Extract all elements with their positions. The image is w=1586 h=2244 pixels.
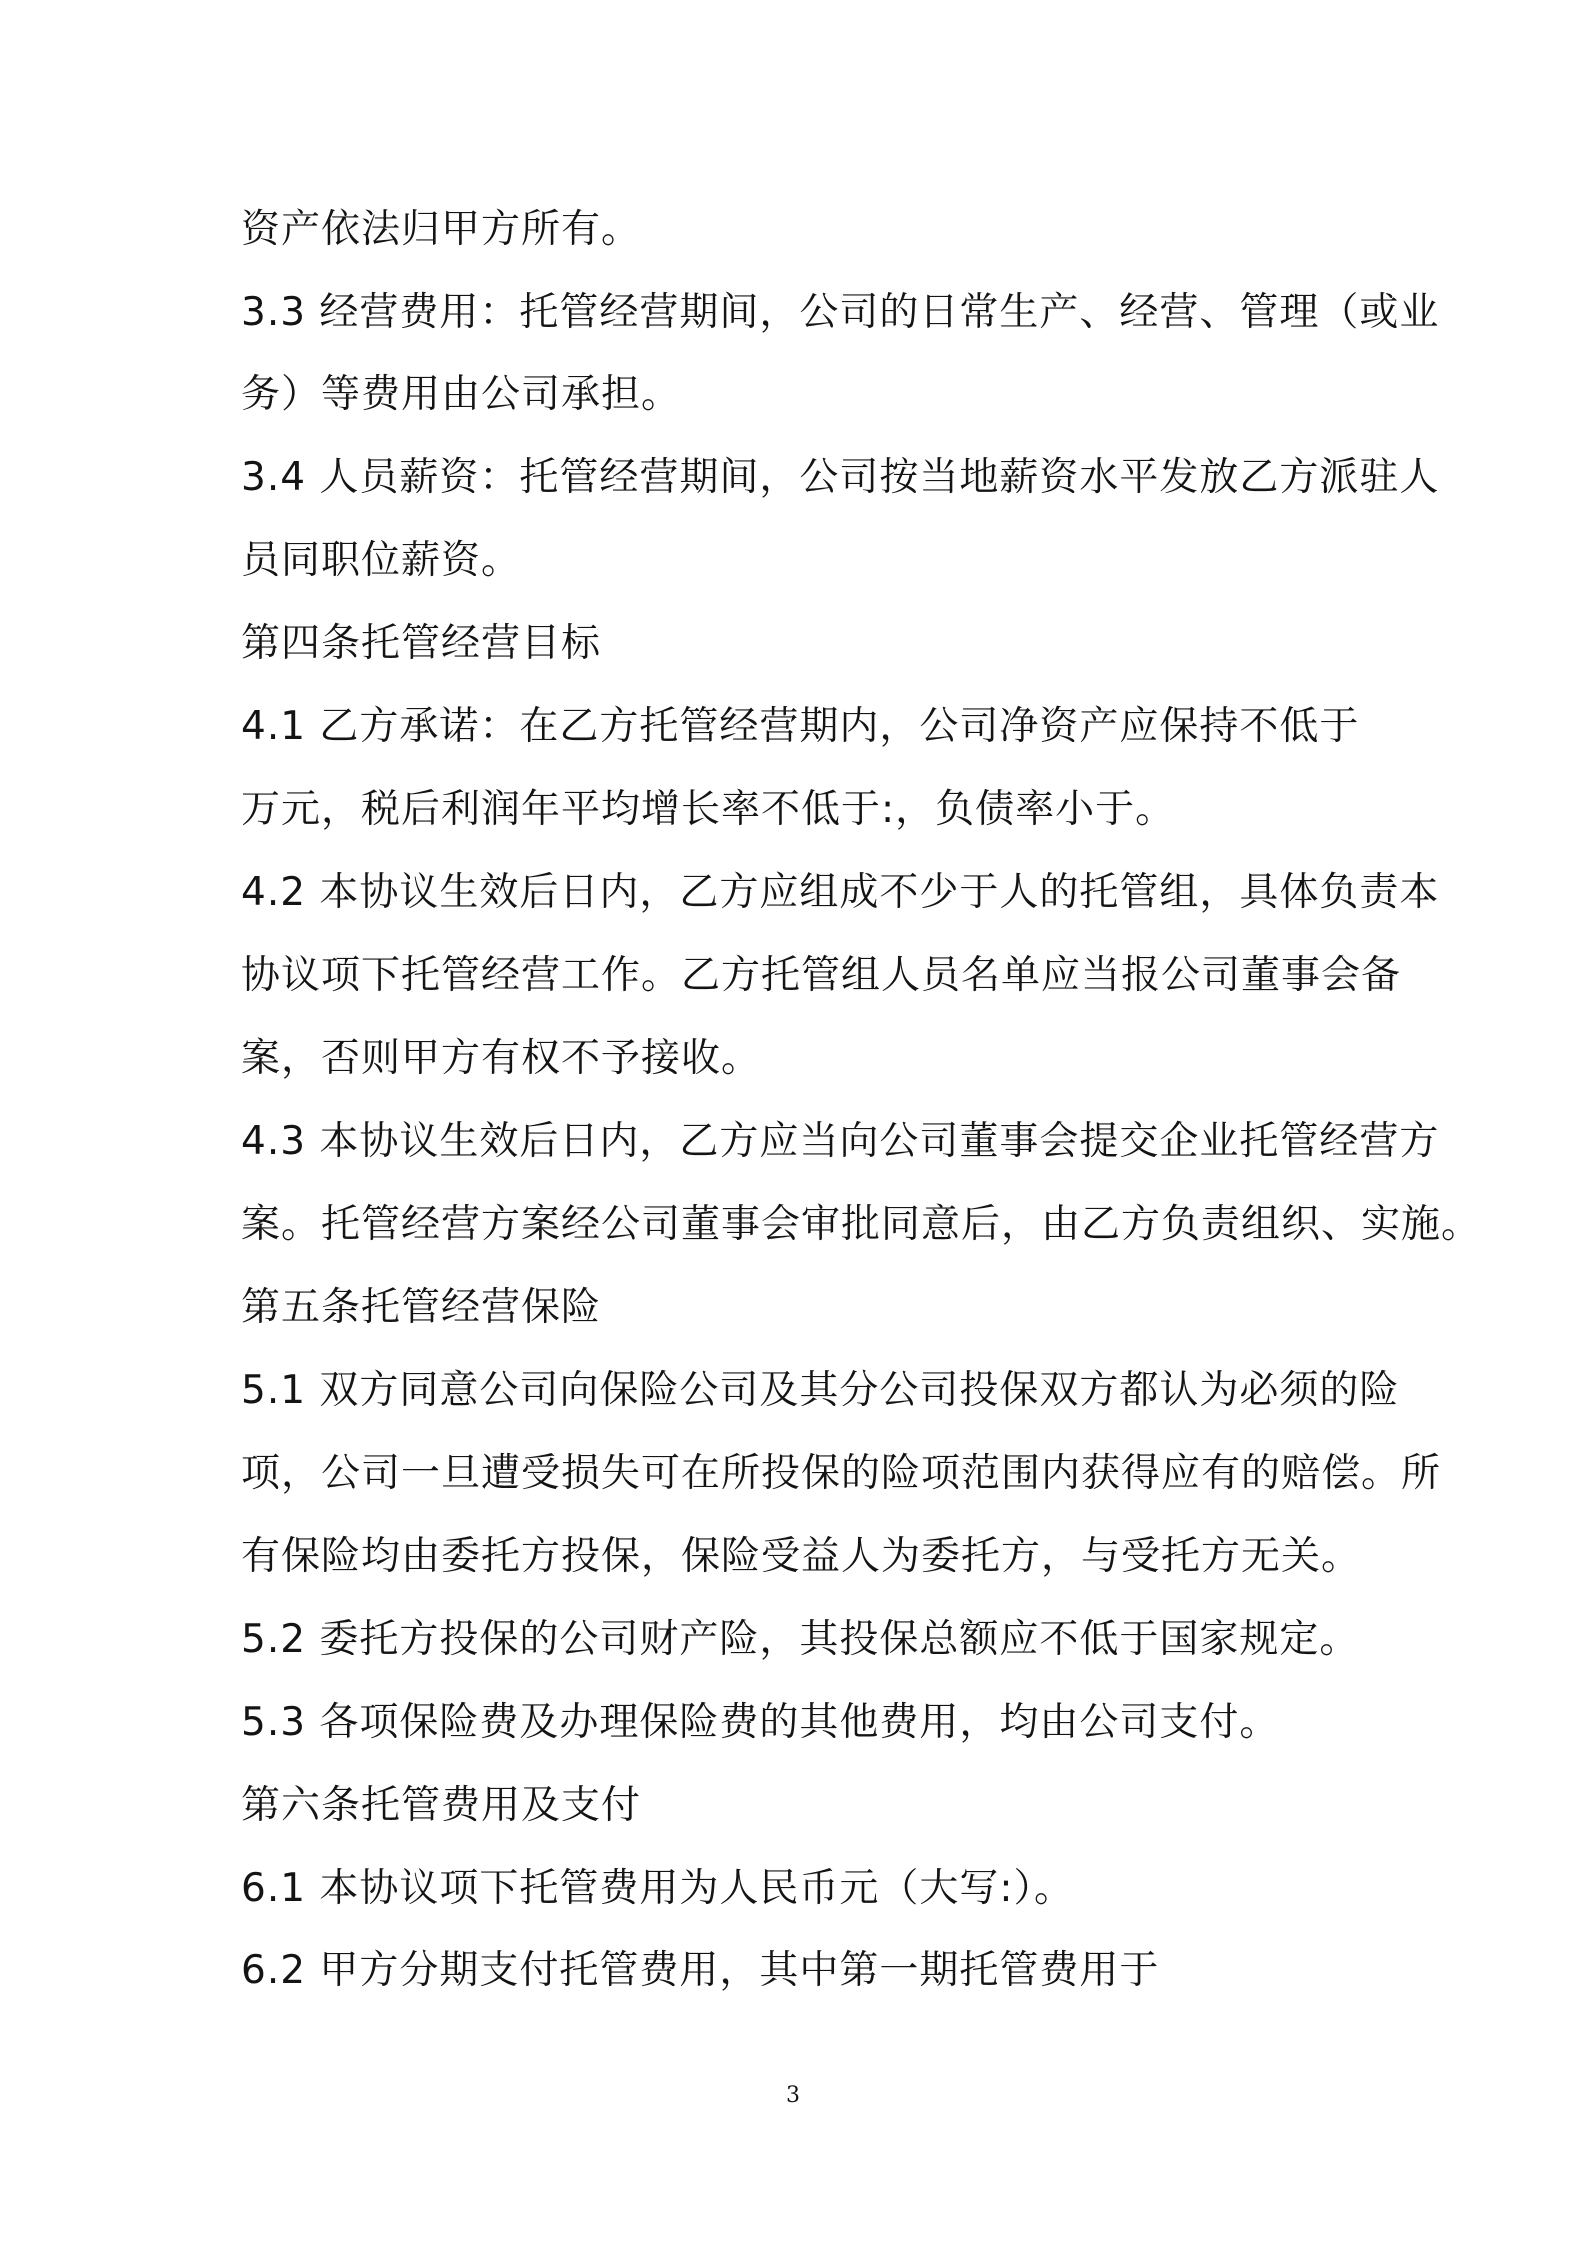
text-line: 4.1 乙方承诺：在乙方托管经营期内，公司净资产应保持不低于 <box>241 704 1360 749</box>
text-line: 案。托管经营方案经公司董事会审批同意后，由乙方负责组织、实施。 <box>241 1202 1482 1247</box>
text-line: 资产依法归甲方所有。 <box>241 207 642 252</box>
text-line: 4.2 本协议生效后日内，乙方应组成不少于人的托管组，具体负责本 <box>241 870 1440 915</box>
section-heading: 第六条托管费用及支付 <box>241 1783 642 1828</box>
section-heading: 第五条托管经营保险 <box>241 1285 602 1330</box>
text-line: 3.3 经营费用：托管经营期间，公司的日常生产、经营、管理（或业 <box>241 290 1440 335</box>
text-line: 有保险均由委托方投保，保险受益人为委托方，与受托方无关。 <box>241 1534 1362 1579</box>
section-heading: 第四条托管经营目标 <box>241 621 602 666</box>
page-number: 3 <box>786 2083 800 2108</box>
text-line: 万元，税后利润年平均增长率不低于:，负债率小于。 <box>241 787 1176 832</box>
text-line: 案，否则甲方有权不予接收。 <box>241 1036 762 1081</box>
text-line: 5.2 委托方投保的公司财产险，其投保总额应不低于国家规定。 <box>241 1617 1360 1662</box>
text-line: 协议项下托管经营工作。乙方托管组人员名单应当报公司董事会备 <box>241 953 1402 998</box>
text-line: 6.1 本协议项下托管费用为人民币元（大写:）。 <box>241 1866 1075 1911</box>
text-line: 务）等费用由公司承担。 <box>241 372 682 417</box>
text-line: 4.3 本协议生效后日内，乙方应当向公司董事会提交企业托管经营方 <box>241 1119 1440 1164</box>
text-line: 5.1 双方同意公司向保险公司及其分公司投保双方都认为必须的险 <box>241 1368 1400 1413</box>
text-line: 项，公司一旦遭受损失可在所投保的险项范围内获得应有的赔偿。所 <box>241 1451 1442 1496</box>
text-line: 3.4 人员薪资：托管经营期间，公司按当地薪资水平发放乙方派驻人 <box>241 455 1440 500</box>
text-line: 员同职位薪资。 <box>241 538 522 583</box>
text-line: 5.3 各项保险费及办理保险费的其他费用，均由公司支付。 <box>241 1700 1280 1745</box>
text-line: 6.2 甲方分期支付托管费用，其中第一期托管费用于 <box>241 1948 1160 1993</box>
